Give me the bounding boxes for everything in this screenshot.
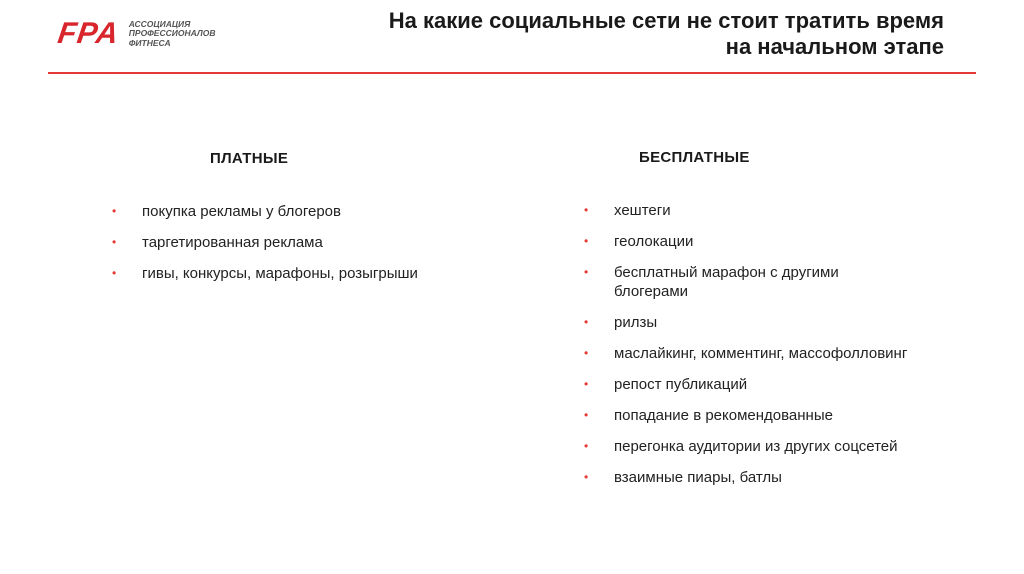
logo-line-2: ПРОФЕССИОНАЛОВ [128, 28, 216, 39]
header-divider [48, 72, 976, 74]
bullet-icon: • [584, 439, 589, 453]
list-item-text: перегонка аудитории из других соцсетей [614, 438, 898, 455]
bullet-icon: • [584, 203, 589, 217]
list-item-text: геолокации [614, 233, 694, 250]
list-item-text: бесплатный марафон с другими блогерами [614, 264, 839, 300]
list-item-text: гивы, конкурсы, марафоны, розыгрыши [142, 265, 418, 282]
list-item-text: взаимные пиары, батлы [614, 469, 782, 486]
logo-mark: FPA [55, 17, 122, 50]
list-item [584, 375, 914, 394]
paid-heading: ПЛАТНЫЕ [210, 150, 289, 167]
list-item-text: попадание в рекомендованные [614, 407, 833, 424]
list-item [584, 232, 914, 251]
list-item [112, 264, 512, 283]
bullet-icon: • [112, 235, 117, 249]
bullet-icon: • [112, 266, 117, 280]
list-item-text: покупка рекламы у блогеров [142, 203, 341, 220]
logo-line-3: ФИТНЕСА [128, 37, 171, 48]
list-item-text: репост публикаций [614, 376, 748, 393]
logo-line-1: АССОЦИАЦИЯ [128, 18, 191, 29]
bullet-icon: • [112, 204, 117, 218]
bullet-icon: • [584, 315, 589, 329]
list-item [584, 406, 914, 425]
list-item [584, 263, 914, 301]
logo-text [129, 20, 216, 49]
list-item-text: рилзы [614, 314, 658, 331]
list-item-text: таргетированная реклама [142, 234, 323, 251]
logo [55, 17, 216, 50]
list-item [112, 233, 512, 252]
bullet-icon: • [584, 346, 589, 360]
bullet-icon: • [584, 234, 589, 248]
list-item [584, 468, 914, 487]
bullet-icon: • [584, 377, 589, 391]
title-line-2: на начальном этапе [725, 34, 944, 59]
list-item [584, 437, 914, 456]
bullet-icon: • [584, 470, 589, 484]
list-item-text: хештеги [614, 202, 671, 219]
bullet-icon: • [584, 265, 589, 279]
free-list [584, 201, 914, 499]
title-line-1: На какие социальные сети не стоит тратить время [388, 8, 944, 33]
list-item [584, 344, 914, 363]
free-heading: БЕСПЛАТНЫЕ [639, 149, 750, 166]
list-item [112, 202, 512, 221]
list-item-text: маслайкинг, комментинг, массофолловинг [614, 345, 908, 362]
list-item [584, 313, 914, 332]
page-title [244, 8, 944, 60]
list-item [584, 201, 914, 220]
paid-list [112, 202, 512, 295]
bullet-icon: • [584, 408, 589, 422]
